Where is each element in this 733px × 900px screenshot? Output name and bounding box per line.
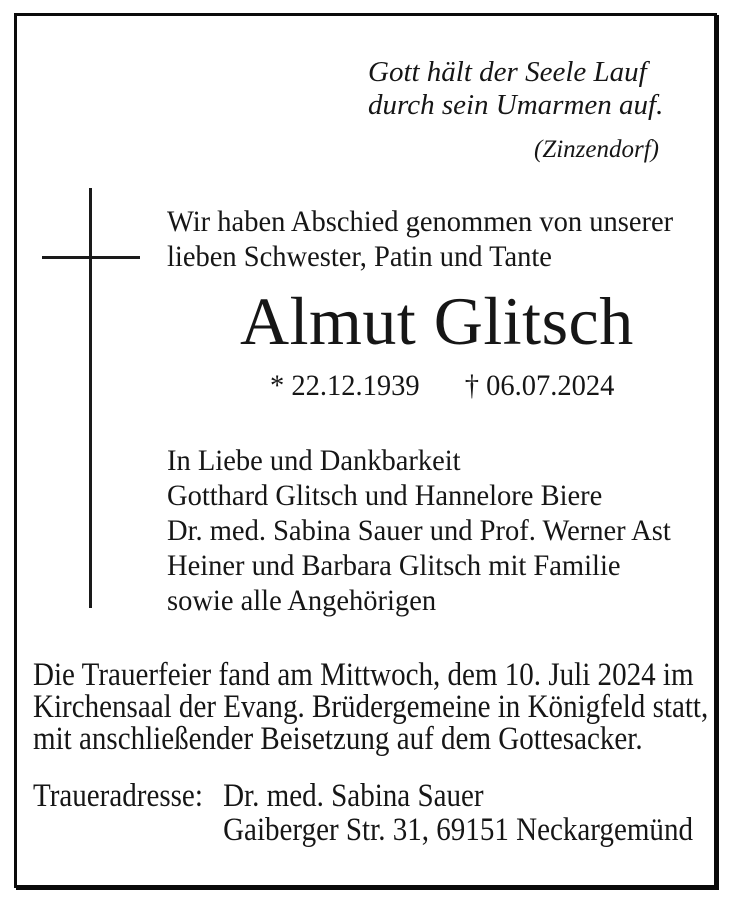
- condolence-address-value: [223, 779, 693, 847]
- introduction-text: [167, 204, 673, 274]
- condolence-address-street: Gaiberger Str. 31, 69151 Neckargemünd: [223, 812, 693, 848]
- opening-quote: [368, 56, 663, 122]
- death-date: † 06.07.2024: [464, 369, 615, 402]
- mourners-line: Dr. med. Sabina Sauer und Prof. Werner Ast: [167, 514, 671, 547]
- mourners-line: In Liebe und Dankbarkeit: [167, 444, 461, 477]
- mourners-list: [167, 443, 671, 618]
- mourners-line: Gotthard Glitsch und Hannelore Biere: [167, 479, 603, 512]
- birth-date: * 22.12.1939: [270, 369, 420, 402]
- funeral-line-2: Kirchensaal der Evang. Brüdergemeine in Königfeld statt,: [33, 689, 709, 725]
- life-dates: [270, 368, 614, 403]
- quote-attribution: (Zinzendorf): [534, 136, 659, 163]
- funeral-line-3: mit anschließender Beisetzung auf dem Gottesacker.: [33, 721, 643, 757]
- funeral-line-1: Die Trauerfeier fand am Mittwoch, dem 10. Juli 2024 im: [33, 657, 694, 693]
- deceased-name: Almut Glitsch: [240, 283, 634, 359]
- intro-line-2: lieben Schwester, Patin und Tante: [167, 240, 552, 273]
- condolence-address-name: Dr. med. Sabina Sauer: [223, 778, 484, 814]
- cross-horizontal-bar: [42, 256, 140, 259]
- condolence-address-label: Traueradresse:: [33, 778, 203, 814]
- condolence-address: [33, 779, 693, 847]
- quote-line-2: durch sein Umarmen auf.: [368, 89, 664, 121]
- mourners-line: sowie alle Angehörigen: [167, 584, 437, 617]
- quote-line-1: Gott hält der Seele Lauf: [368, 56, 647, 88]
- intro-line-1: Wir haben Abschied genommen von unserer: [167, 205, 674, 238]
- funeral-information: [33, 659, 708, 755]
- cross-vertical-bar: [89, 188, 92, 608]
- mourners-line: Heiner und Barbara Glitsch mit Familie: [167, 549, 621, 582]
